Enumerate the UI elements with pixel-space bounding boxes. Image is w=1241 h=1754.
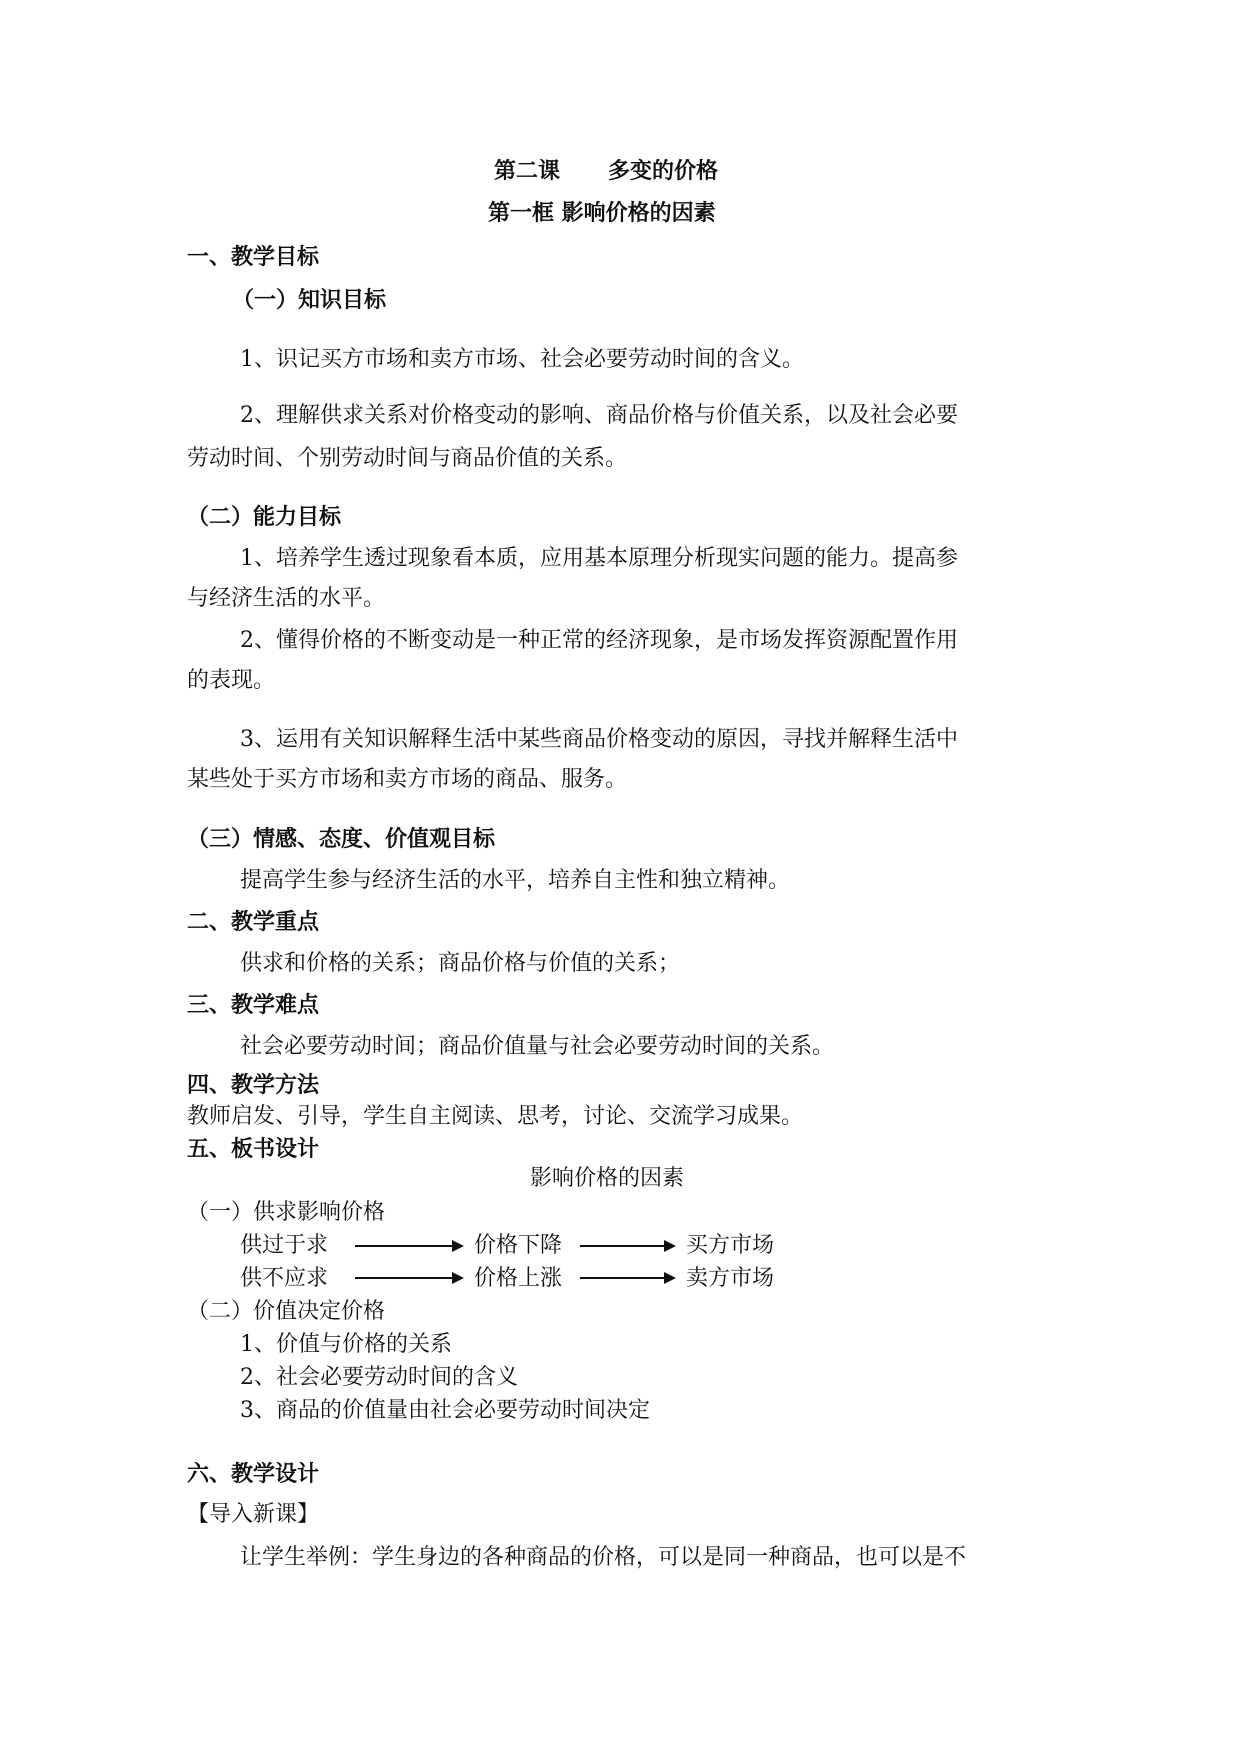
arrow-icon (355, 1245, 462, 1247)
paragraph: 1、培养学生透过现象看本质，应用基本原理分析现实问题的能力。提高参 (240, 546, 958, 571)
arrow-icon (580, 1245, 674, 1247)
paragraph: 教师启发、引导，学生自主阅读、思考，讨论、交流学习成果。 (187, 1104, 804, 1129)
board-cell: 买方市场 (686, 1233, 775, 1258)
lesson-title (494, 156, 718, 186)
paragraph: 3、运用有关知识解释生活中某些商品价格变动的原因，寻找并解释生活中 (240, 727, 958, 752)
frame-title: 第一框 影响价格的因素 (488, 200, 716, 226)
section-heading: 一、教学目标 (187, 244, 320, 270)
section-heading: 二、教学重点 (187, 909, 320, 935)
lesson-number: 第二课 (494, 158, 561, 184)
paragraph: 2、懂得价格的不断变动是一种正常的经济现象，是市场发挥资源配置作用 (240, 628, 958, 653)
board-cell: 价格上涨 (474, 1266, 563, 1291)
lesson-name: 多变的价格 (608, 158, 719, 184)
board-item: 2、社会必要劳动时间的含义 (240, 1365, 518, 1390)
paragraph: 2、理解供求关系对价格变动的影响、商品价格与价值关系，以及社会必要 (240, 403, 958, 428)
board-item: 1、价值与价格的关系 (240, 1332, 452, 1357)
section-heading: 四、教学方法 (187, 1072, 320, 1098)
section-heading: 六、教学设计 (187, 1461, 320, 1487)
subsection-heading: （二）能力目标 (187, 504, 342, 530)
board-cell: 供不应求 (240, 1266, 329, 1291)
subsection-heading: （一）知识目标 (232, 287, 387, 313)
section-heading: 三、教学难点 (187, 992, 320, 1018)
paragraph: 与经济生活的水平。 (187, 586, 386, 611)
board-part-heading: （二）价值决定价格 (187, 1299, 386, 1324)
board-part-heading: （一）供求影响价格 (187, 1200, 386, 1225)
board-title: 影响价格的因素 (530, 1166, 685, 1191)
paragraph: 社会必要劳动时间；商品价值量与社会必要劳动时间的关系。 (240, 1034, 835, 1059)
paragraph: 某些处于买方市场和卖方市场的商品、服务。 (187, 767, 628, 792)
board-item: 3、商品的价值量由社会必要劳动时间决定 (240, 1398, 650, 1423)
paragraph: 供求和价格的关系；商品价格与价值的关系； (240, 951, 681, 976)
intro-label: 【导入新课】 (187, 1502, 320, 1527)
arrow-icon (580, 1277, 674, 1279)
section-heading: 五、板书设计 (187, 1136, 320, 1162)
board-cell: 卖方市场 (686, 1266, 775, 1291)
board-cell: 价格下降 (474, 1233, 563, 1258)
paragraph: 1、识记买方市场和卖方市场、社会必要劳动时间的含义。 (240, 347, 804, 372)
board-cell: 供过于求 (240, 1233, 329, 1258)
subsection-heading: （三）情感、态度、价值观目标 (187, 826, 496, 852)
paragraph: 提高学生参与经济生活的水平，培养自主性和独立精神。 (240, 868, 791, 893)
paragraph: 劳动时间、个别劳动时间与商品价值的关系。 (187, 446, 628, 471)
paragraph: 让学生举例：学生身边的各种商品的价格，可以是同一种商品，也可以是不 (240, 1545, 967, 1570)
arrow-icon (355, 1277, 462, 1279)
paragraph: 的表现。 (187, 668, 276, 693)
